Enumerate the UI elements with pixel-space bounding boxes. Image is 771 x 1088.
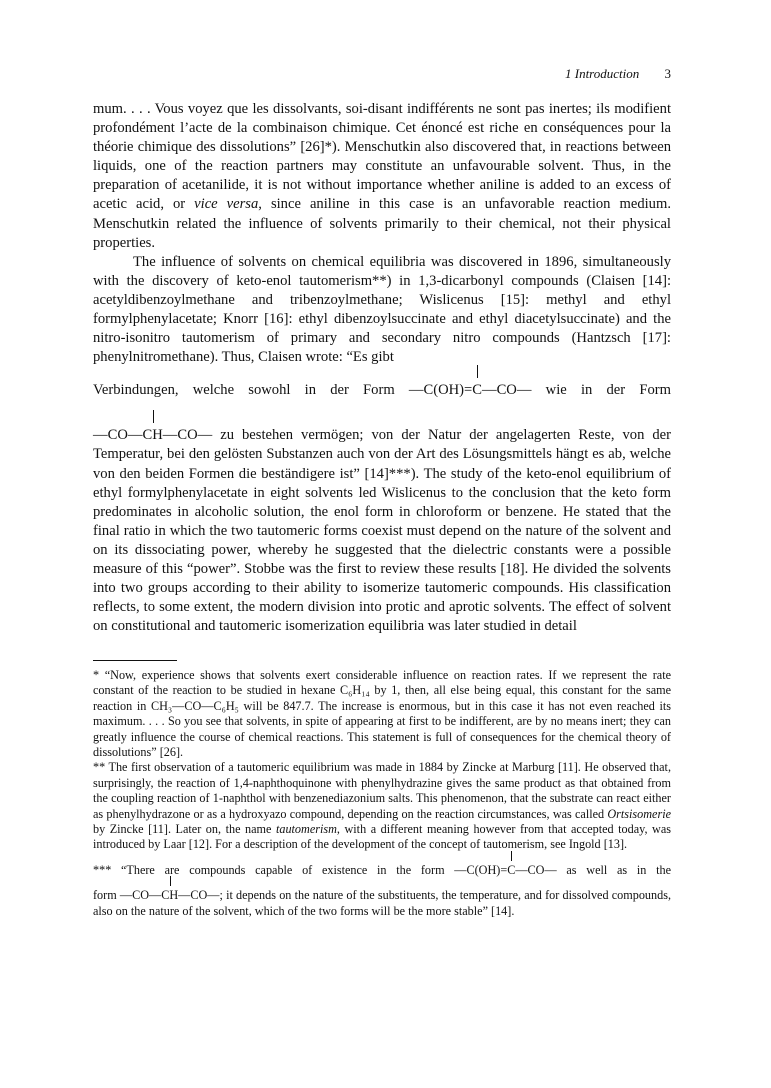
footnote-rule [93, 660, 177, 661]
bond-line [153, 410, 154, 423]
italic-phrase: vice versa [194, 196, 259, 213]
paragraph-2-continued: —CO— CH—CO— zu bestehen vermögen; von der Natur der angelagerten Reste, von der Temperatur, bei den gelösten Substanzen auch von der Art des Lösungsmittels hängt es ab, welche von den beiden Formen die beständigere ist” [14]***). The study of the keto-enol equilibrium of ethyl formylphenylacetate in eight solvents led Wislicenus to the conclusion that the keto form predominates in alcoholic solution, the enol form in chloroform or benzene. He stated that the final ratio in which the two tautomeric forms coexist must depend on the nature of the solvent and on its dissociating power, whereby he suggested that the dielectric constants were a possible measure of this “power”. Stobbe was the first to review these results [18]. He divided the solvents into two groups according to their ability to isomerize tautomeric compounds. His classification reflects, to some extent, the modern division into protic and aprotic solvents. The effect of solvent on constitutional and tautomeric isomerization equilibria was later studied in detail [93, 412, 671, 636]
footnote-3-continued: form —CO— CH—CO—; it depends on the nature of the substituents, the temperature, and for dissolved compounds, also on the nature of the solvent, which of the two forms will be the more stable” [14]. [93, 878, 671, 919]
footnote-3: *** “There are compounds capable of existence in the form —C(OH)= C—CO— as well as in the [93, 853, 671, 878]
enol-carbon: C [472, 381, 482, 400]
chem-formula-enol-line: Verbindungen, welche sowohl in der Form —C(OH)= C—CO— wie in der Form [93, 367, 671, 412]
bond-line [511, 851, 512, 861]
section-title: 1 Introduction [564, 66, 640, 81]
main-text [93, 100, 671, 636]
keto-carbon: CH [142, 426, 162, 445]
footnote-1: * “Now, experience shows that solvents exert considerable influence on reaction rates. If we represent the rate constant of the reaction to be studied in hexane C₆H₁₄ by 1, then, all else being equal, this constant for the same reaction in CH₃—CO—C₆H₅ will be 847.7. The increase is enormous, but in this case it has not even reached its maximum. . . . So you see that solvents, in spite of appearing at first to be indifferent, are by no means inert; they can greatly influence the course of chemical reactions. This statement is full of consequences for the chemical theory of dissolutions” [26]. [93, 668, 671, 760]
footnote-2: ** The first observation of a tautomeric equilibrium was made in 1884 by Zincke at Marburg [11]. He observed that, surprisingly, the reaction of 1,4-naphthoquinone with phenylhydrazine gives the same product as that obtained from the coupling reaction of 1-naphthol with benzenediazonium salts. This phenomenon, that the substrate can react either as phenylhydrazone or as a hydroxyazo compound, depending on the reaction circumstances, was called Ortsisomerie by Zincke [11]. Later on, the name tautomerism, with a different meaning however from that accepted today, was introduced by Laar [12]. For a description of the development of the concept of tautomerism, see Ingold [13]. [93, 760, 672, 852]
keto-carbon: CH [161, 888, 178, 903]
paragraph-2: The influence of solvents on chemical equilibria was discovered in 1896, simultaneously with the discovery of keto-enol tautomerism**) in 1,3-dicarbonyl compounds (Claisen [14]: acetyldibenzoylmethane and tribenzoylmethane; Wislicenus [15]: methyl and ethyl formylphenylacetate; Knorr [16]: ethyl dibenzoylsuccinate and ethyl diacetylsuccinate) and the nitro-isonitro tautomerism of primary and secondary nitro compounds (Hantzsch [17]: phenylnitromethane). Thus, Claisen wrote: “Es gibt [93, 253, 671, 366]
page-number: 3 [664, 66, 671, 81]
enol-carbon: C [507, 863, 515, 878]
bond-line [170, 876, 171, 886]
paragraph-1: mum. . . . Vous voyez que les dissolvants, soi-disant indifférents ne sont pas inertes; ils modifient profondément l’acte de la combinaison chimique. Cet énoncé est riche en conséquences pour la théorie chimique des dissolutions” [26]*). Menschutkin also discovered that, in reactions between liquids, one of the reaction partners may constitute an unfavourable solvent. Thus, in the preparation of acetanilide, it is not without importance whether aniline is added to an excess of acetic acid, or vice versa, since aniline in this case is an unfavorable reaction medium. Menschutkin related the influence of solvents primarily to their chemical, not their physical properties. [93, 101, 671, 251]
footnotes [93, 668, 671, 919]
bond-line [477, 365, 478, 378]
running-head [93, 66, 671, 82]
